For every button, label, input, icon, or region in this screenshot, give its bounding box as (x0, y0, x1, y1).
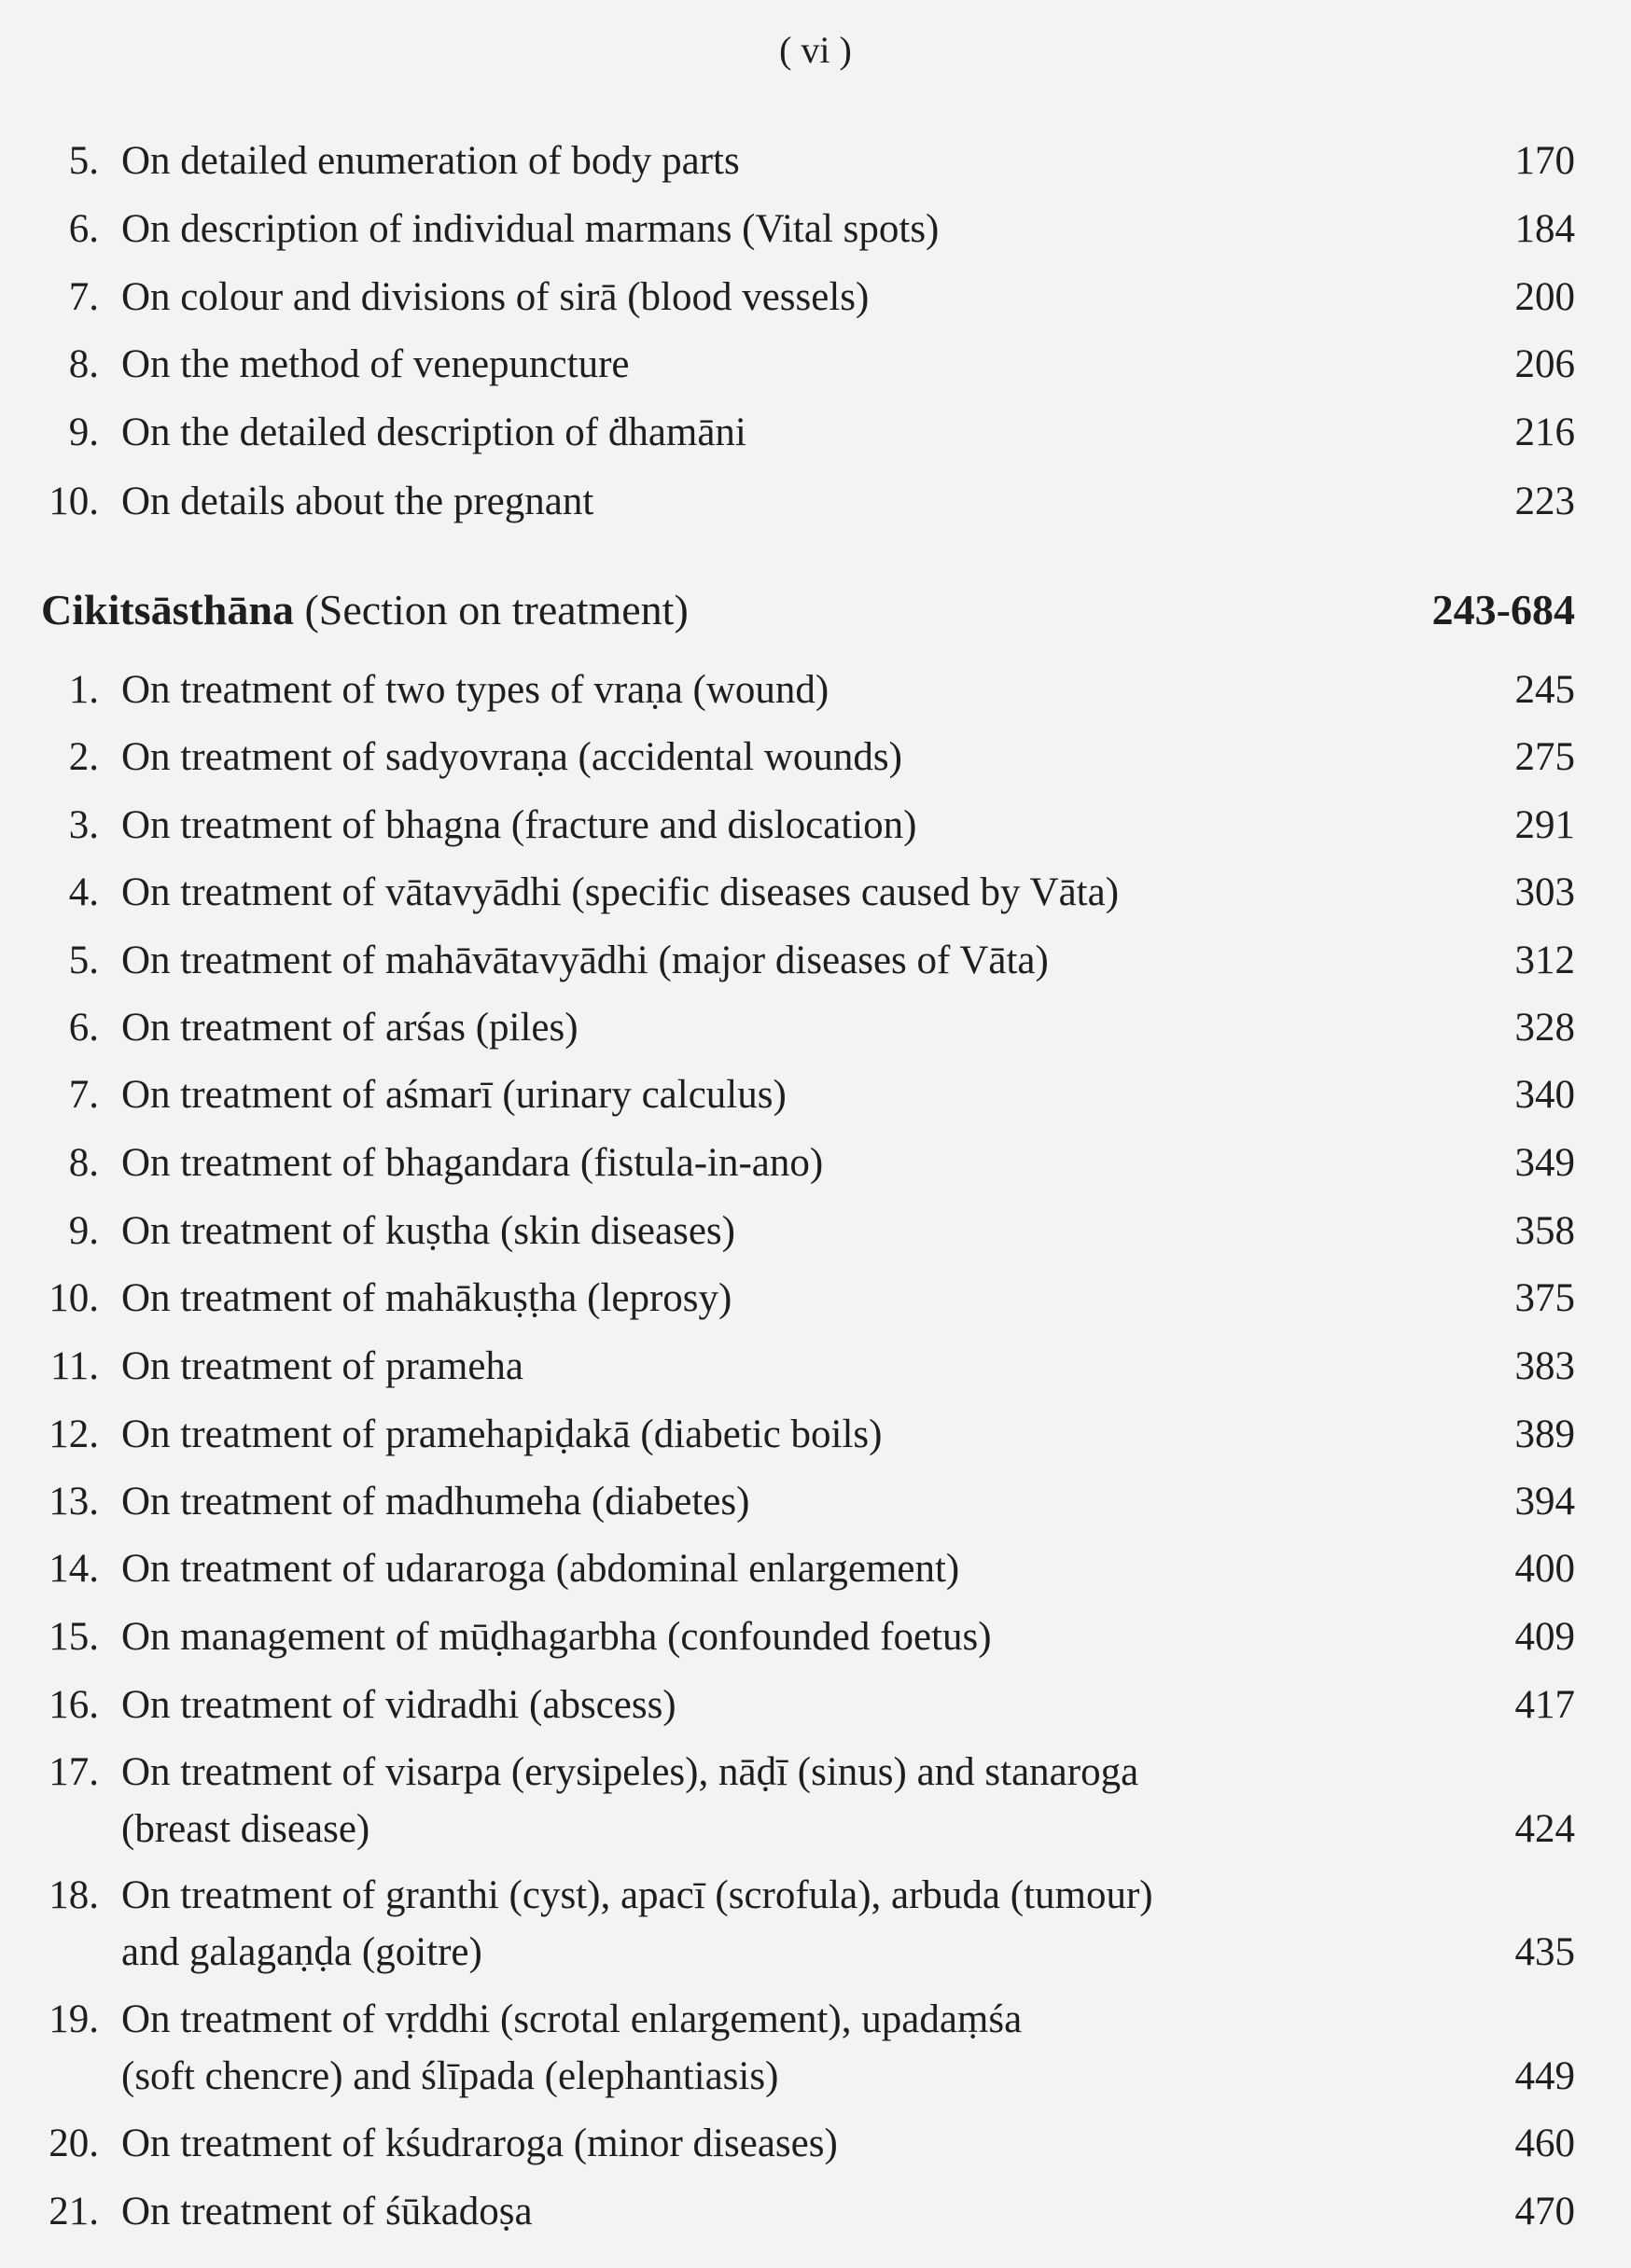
entry-title: On treatment of sadyovraṇa (accidental wounds) (121, 735, 902, 779)
section-heading (41, 583, 1575, 637)
entry-page: 275 (1514, 735, 1575, 779)
entry-number: 17. (49, 1750, 99, 1794)
entry-page: 417 (1514, 1683, 1575, 1727)
entry-number: 9. (68, 410, 99, 454)
entry-number: 3. (68, 803, 99, 847)
entry-page: 223 (1514, 480, 1575, 523)
entry-page: 424 (1514, 1807, 1575, 1851)
entry-number: 10. (49, 1276, 99, 1320)
entry-number: 11. (49, 1344, 99, 1388)
entry-title: On colour and divisions of sirā (blood vessels) (121, 275, 870, 319)
entry-title: On treatment of prameha (121, 1344, 524, 1388)
entry-page: 245 (1514, 668, 1575, 712)
entry-title: On treatment of two types of vraṇa (wound) (121, 668, 829, 712)
entry-page: 383 (1514, 1344, 1575, 1388)
entry-number: 7. (68, 275, 99, 319)
section-name: Cikitsāsthāna (41, 586, 294, 633)
entry-title: On the detailed description of ḋhamāni (121, 410, 746, 454)
entry-page: 206 (1514, 342, 1575, 386)
entry-number: 5. (68, 939, 99, 982)
entry-number: 19. (49, 1997, 99, 2041)
entry-title: On treatment of madhumeha (diabetes) (121, 1480, 750, 1524)
entry-number: 6. (68, 207, 99, 251)
entry-title: On treatment of visarpa (erysipeles), nāḍī (sinus) and stanaroga (121, 1750, 1139, 1794)
entry-page: 340 (1514, 1073, 1575, 1117)
entry-number: 6. (68, 1006, 99, 1050)
entry-title: On treatment of śūkadoṣa (121, 2190, 533, 2233)
entry-page: 449 (1514, 2054, 1575, 2098)
entry-number: 20. (49, 2122, 99, 2165)
entry-page: 291 (1514, 803, 1575, 847)
entry-number: 10. (49, 480, 99, 523)
entry-number: 12. (49, 1412, 99, 1456)
entry-title: On treatment of mahākuṣṭha (leprosy) (121, 1276, 732, 1320)
entry-page: 394 (1514, 1480, 1575, 1524)
entry-number: 7. (68, 1073, 99, 1117)
entry-title-continued: (soft chencre) and ślīpada (elephantiasis) (121, 2054, 779, 2098)
entry-page: 460 (1514, 2122, 1575, 2165)
entry-number: 8. (68, 342, 99, 386)
section-page-range: 243-684 (1431, 586, 1575, 633)
entry-page: 312 (1514, 939, 1575, 982)
entry-number: 9. (68, 1209, 99, 1253)
entry-title: On treatment of mahāvātavyādhi (major diseases of Vāta) (121, 939, 1049, 982)
entry-number: 16. (49, 1683, 99, 1727)
page-number: ( vi ) (779, 29, 852, 71)
entry-page: 349 (1514, 1141, 1575, 1185)
entry-title-continued: (breast disease) (121, 1807, 370, 1851)
entry-page: 358 (1514, 1209, 1575, 1253)
entry-page: 400 (1514, 1547, 1575, 1591)
entry-title: On treatment of vṛddhi (scrotal enlargement), upadaṃśa (121, 1997, 1023, 2041)
entry-page: 328 (1514, 1006, 1575, 1050)
entry-number: 1. (68, 668, 99, 712)
entry-page: 389 (1514, 1412, 1575, 1456)
entry-page: 435 (1514, 1930, 1575, 1974)
entry-number: 21. (49, 2190, 99, 2233)
entry-title: On details about the pregnant (121, 480, 594, 523)
entry-title: On treatment of vātavyādhi (specific diseases caused by Vāta) (121, 870, 1120, 914)
entry-number: 15. (49, 1615, 99, 1659)
entry-page: 470 (1514, 2190, 1575, 2233)
entry-page: 375 (1514, 1276, 1575, 1320)
entry-page: 409 (1514, 1615, 1575, 1659)
entry-title: On treatment of granthi (cyst), apacī (scrofula), arbuda (tumour) (121, 1873, 1153, 1917)
entry-title: On treatment of pramehapiḍakā (diabetic boils) (121, 1412, 883, 1456)
entry-number: 14. (49, 1547, 99, 1591)
entry-title: On treatment of bhagna (fracture and dislocation) (121, 803, 917, 847)
entry-number: 4. (68, 870, 99, 914)
entry-title: On treatment of kuṣtha (skin diseases) (121, 1209, 735, 1253)
entry-number: 5. (68, 139, 99, 183)
section-subtitle: (Section on treatment) (293, 586, 689, 633)
entry-title: On treatment of vidradhi (abscess) (121, 1683, 676, 1727)
entry-title: On the method of venepuncture (121, 342, 630, 386)
entry-page: 200 (1514, 275, 1575, 319)
entry-number: 18. (49, 1873, 99, 1917)
entry-title: On treatment of bhagandara (fistula-in-ano) (121, 1141, 824, 1185)
entry-title: On management of mūḍhagarbha (confounded foetus) (121, 1615, 992, 1659)
entry-number: 13. (49, 1480, 99, 1524)
entry-page: 216 (1514, 410, 1575, 454)
entry-title: On description of individual marmans (Vital spots) (121, 207, 940, 251)
entry-title: On treatment of aśmarī (urinary calculus) (121, 1073, 787, 1117)
entry-page: 303 (1514, 870, 1575, 914)
entry-title: On treatment of arśas (piles) (121, 1006, 579, 1050)
entry-number: 8. (68, 1141, 99, 1185)
entry-page: 170 (1514, 139, 1575, 183)
entry-title: On treatment of kśudraroga (minor diseases) (121, 2122, 838, 2165)
entry-title: On treatment of udararoga (abdominal enlargement) (121, 1547, 960, 1591)
entry-title-continued: and galagaṇḍa (goitre) (121, 1930, 482, 1974)
entry-page: 184 (1514, 207, 1575, 251)
entry-number: 2. (68, 735, 99, 779)
entry-title: On detailed enumeration of body parts (121, 139, 740, 183)
